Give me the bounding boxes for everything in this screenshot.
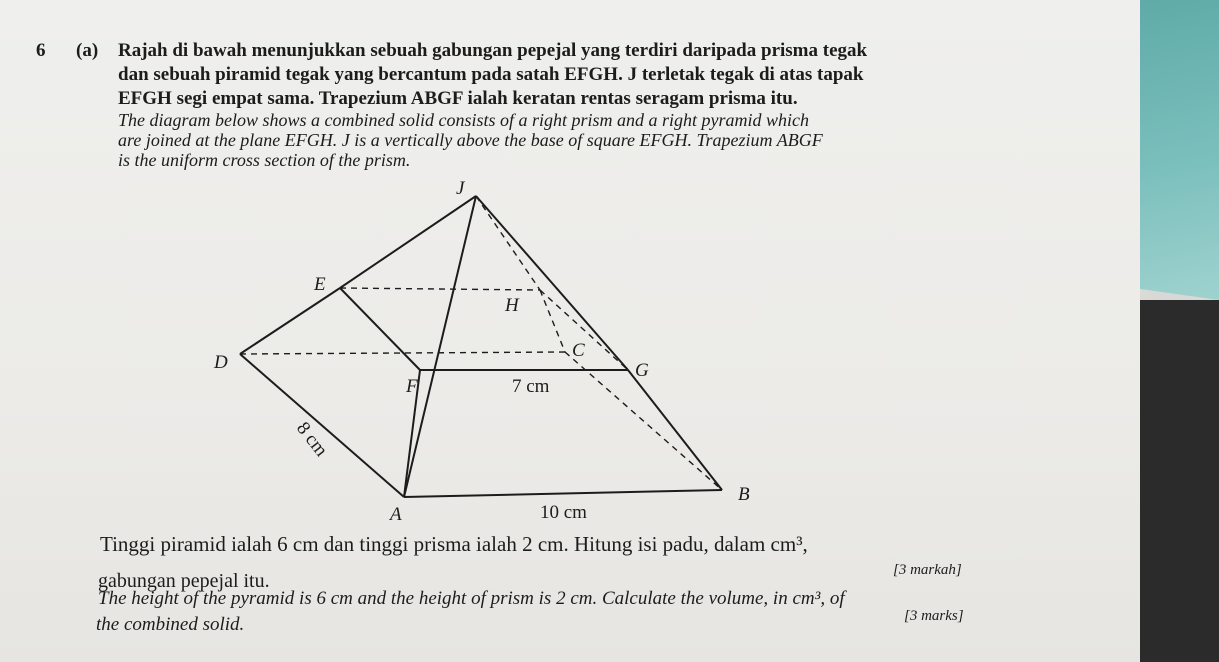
english-line-1: The diagram below shows a combined solid consists of a right prism and a right pyramid which bbox=[118, 110, 810, 130]
task-english-line-1: The height of the pyramid is 6 cm and the height of prism is 2 cm. Calculate the volume, in cm³, of bbox=[98, 588, 845, 609]
malay-line-1: Rajah di bawah menunjukkan sebuah gabungan pepejal yang terdiri daripada prisma tegak bbox=[118, 40, 868, 61]
task-english-marks: [3 marks] bbox=[904, 608, 964, 624]
edge-je bbox=[340, 196, 476, 288]
task-malay-line-2: gabungan pepejal itu. bbox=[98, 570, 270, 592]
edge-ef bbox=[340, 288, 420, 370]
measure-ad: 8 cm bbox=[292, 418, 332, 461]
question-number: 6 bbox=[36, 40, 46, 61]
edge-gb bbox=[628, 370, 722, 490]
malay-line-3: EFGH segi empat sama. Trapezium ABGF ialah keratan rentas seragam prisma itu. bbox=[118, 88, 798, 109]
label-g: G bbox=[635, 360, 649, 381]
label-c: C bbox=[572, 340, 585, 361]
question-part: (a) bbox=[76, 40, 99, 61]
label-a: A bbox=[390, 504, 402, 525]
label-j: J bbox=[456, 178, 465, 199]
task-malay-line-1: Tinggi piramid ialah 6 cm dan tinggi prisma ialah 2 cm. Hitung isi padu, dalam cm³, bbox=[100, 532, 808, 556]
label-d: D bbox=[214, 352, 228, 373]
label-f: F bbox=[406, 376, 418, 397]
label-b: B bbox=[738, 484, 750, 505]
measure-ab: 10 cm bbox=[540, 502, 587, 523]
english-line-3: is the uniform cross section of the prism. bbox=[118, 150, 411, 170]
edge-da bbox=[240, 354, 404, 497]
measure-fg: 7 cm bbox=[512, 376, 550, 397]
malay-line-2: dan sebuah piramid tegak yang bercantum pada satah EFGH. J terletak tegak di atas tapak bbox=[118, 64, 864, 85]
edge-ed bbox=[240, 288, 340, 354]
task-malay-marks: [3 markah] bbox=[893, 562, 962, 578]
background-dark-area bbox=[1129, 300, 1219, 662]
edge-ab bbox=[404, 490, 722, 497]
edge-eh-hidden bbox=[340, 288, 540, 290]
task-english-line-2: the combined solid. bbox=[96, 614, 245, 635]
edge-ja-front bbox=[404, 196, 476, 497]
english-line-2: are joined at the plane EFGH. J is a vertically above the base of square EFGH. Trapezium ABGF bbox=[118, 130, 823, 150]
edge-jh-hidden bbox=[476, 196, 540, 290]
edge-hc-hidden bbox=[540, 290, 565, 352]
label-e: E bbox=[314, 274, 326, 295]
label-h: H bbox=[505, 295, 519, 316]
edge-jg bbox=[476, 196, 628, 370]
